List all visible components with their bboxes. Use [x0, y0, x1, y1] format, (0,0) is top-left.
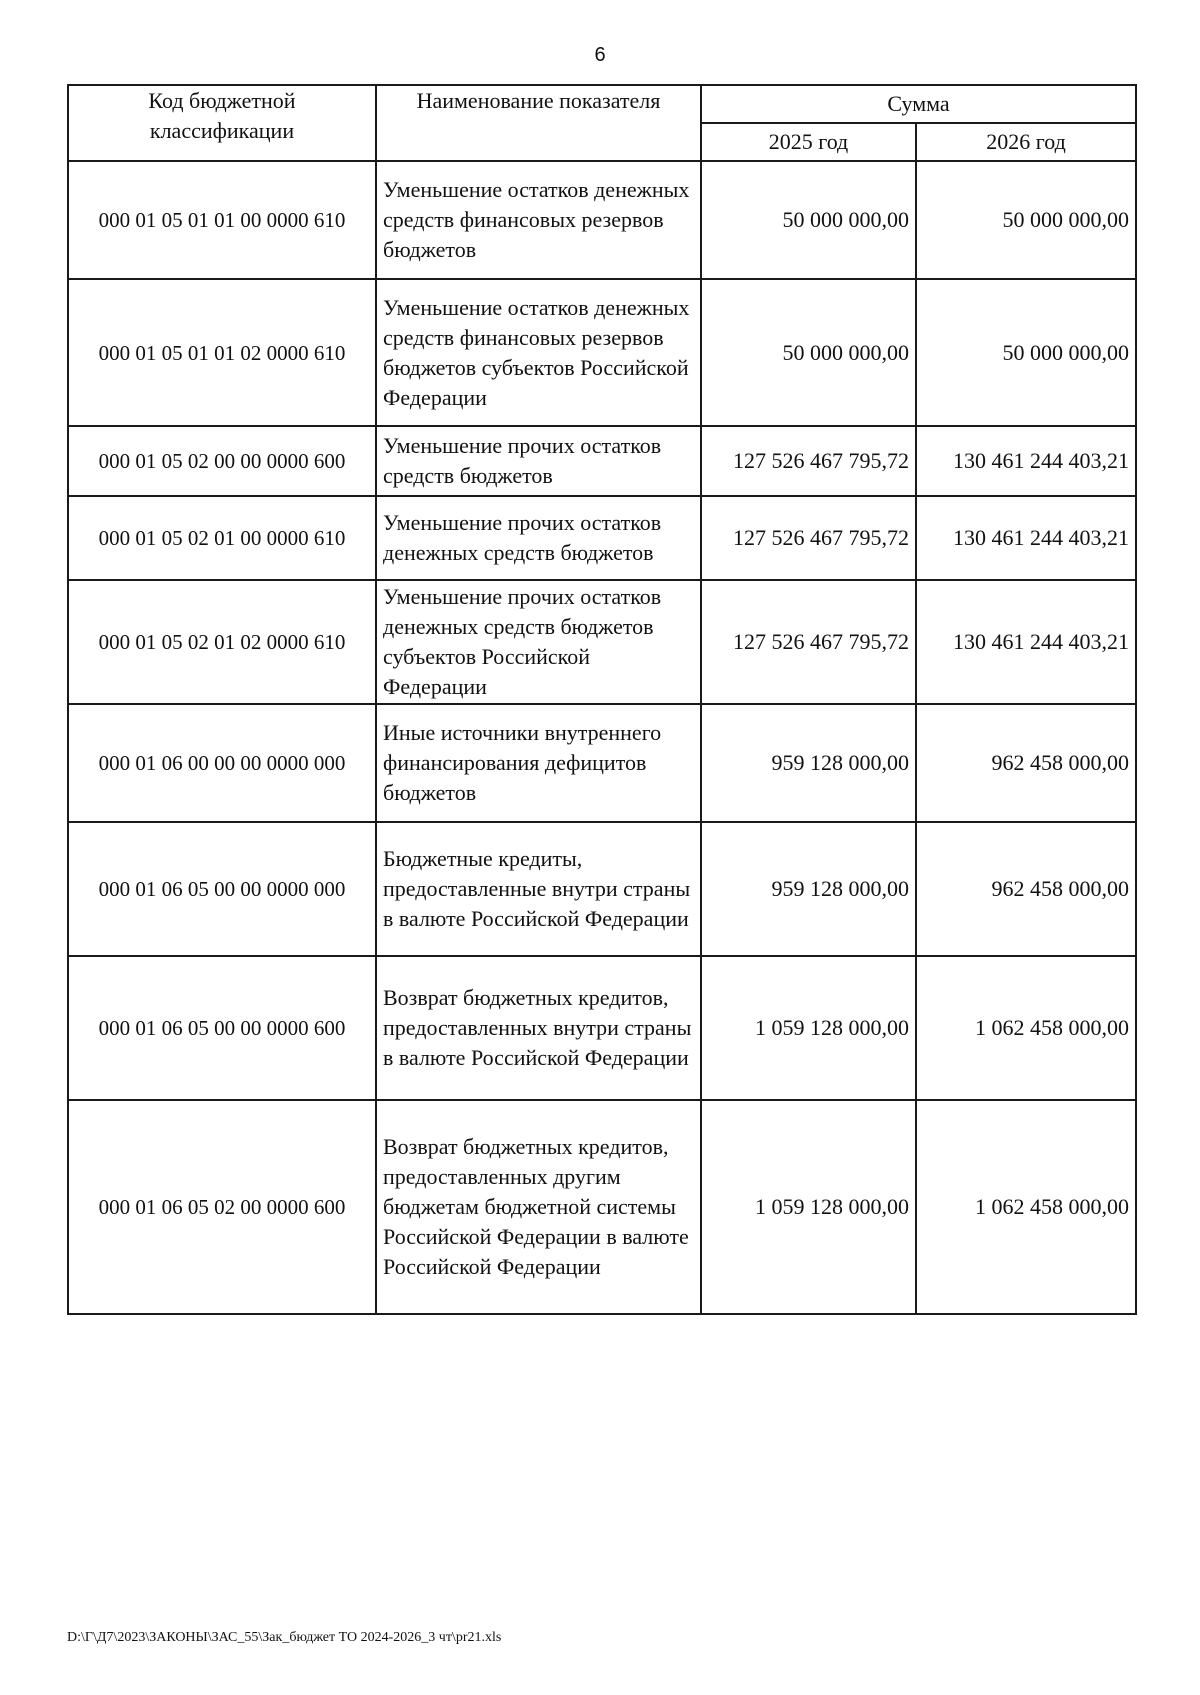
amount-2025-cell: 1 059 128 000,00 — [701, 1100, 916, 1314]
amount-2026-cell: 50 000 000,00 — [916, 161, 1136, 279]
table-row — [68, 496, 1136, 580]
table-row — [68, 1100, 1136, 1314]
amount-2026-cell: 962 458 000,00 — [916, 704, 1136, 822]
table-row — [68, 580, 1136, 704]
header-sum: Сумма — [701, 85, 1136, 123]
table-row — [68, 956, 1136, 1100]
budget-code-cell: 000 01 06 05 00 00 0000 000 — [68, 822, 376, 956]
indicator-name-cell: Уменьшение остатков денежных средств финансовых резервов бюджетов субъектов Российской Федерации — [376, 279, 701, 426]
header-indicator-name: Наименование показателя — [376, 85, 701, 161]
amount-2025-cell: 1 059 128 000,00 — [701, 956, 916, 1100]
indicator-name-cell: Уменьшение остатков денежных средств финансовых резервов бюджетов — [376, 161, 701, 279]
budget-code-cell: 000 01 05 02 00 00 0000 600 — [68, 426, 376, 496]
budget-sources-table — [67, 84, 1137, 1315]
amount-2025-cell: 127 526 467 795,72 — [701, 580, 916, 704]
table-row — [68, 822, 1136, 956]
table-row — [68, 279, 1136, 426]
amount-2026-cell: 1 062 458 000,00 — [916, 1100, 1136, 1314]
budget-code-cell: 000 01 05 01 01 02 0000 610 — [68, 279, 376, 426]
footer-file-path: D:\Г\Д7\2023\ЗАКОНЫ\ЗАС_55\Зак_бюджет ТО 2024-2026_3 чт\pr21.xls — [67, 1630, 502, 1645]
amount-2026-cell: 962 458 000,00 — [916, 822, 1136, 956]
header-year-2025: 2025 год — [701, 123, 916, 161]
table-row — [68, 426, 1136, 496]
indicator-name-cell: Бюджетные кредиты, предоставленные внутри страны в валюте Российской Федерации — [376, 822, 701, 956]
budget-code-cell: 000 01 05 02 01 00 0000 610 — [68, 496, 376, 580]
page-number: 6 — [594, 44, 606, 66]
amount-2026-cell: 130 461 244 403,21 — [916, 496, 1136, 580]
amount-2025-cell: 127 526 467 795,72 — [701, 496, 916, 580]
indicator-name-cell: Уменьшение прочих остатков денежных средств бюджетов субъектов Российской Федерации — [376, 580, 701, 704]
budget-code-cell: 000 01 06 05 00 00 0000 600 — [68, 956, 376, 1100]
indicator-name-cell: Возврат бюджетных кредитов, предоставленных внутри страны в валюте Российской Федерации — [376, 956, 701, 1100]
amount-2025-cell: 959 128 000,00 — [701, 822, 916, 956]
table-row — [68, 704, 1136, 822]
indicator-name-cell: Возврат бюджетных кредитов, предоставленных другим бюджетам бюджетной системы Российской Федерации в валюте Российской Федерации — [376, 1100, 701, 1314]
amount-2025-cell: 127 526 467 795,72 — [701, 426, 916, 496]
header-year-2026: 2026 год — [916, 123, 1136, 161]
indicator-name-cell: Уменьшение прочих остатков денежных средств бюджетов — [376, 496, 701, 580]
amount-2025-cell: 50 000 000,00 — [701, 161, 916, 279]
budget-code-cell: 000 01 06 00 00 00 0000 000 — [68, 704, 376, 822]
amount-2026-cell: 50 000 000,00 — [916, 279, 1136, 426]
indicator-name-cell: Иные источники внутреннего финансирования дефицитов бюджетов — [376, 704, 701, 822]
amount-2025-cell: 50 000 000,00 — [701, 279, 916, 426]
amount-2026-cell: 130 461 244 403,21 — [916, 426, 1136, 496]
table-row — [68, 161, 1136, 279]
header-budget-code: Код бюджетной классификации — [68, 85, 376, 161]
amount-2025-cell: 959 128 000,00 — [701, 704, 916, 822]
amount-2026-cell: 1 062 458 000,00 — [916, 956, 1136, 1100]
budget-code-cell: 000 01 05 01 01 00 0000 610 — [68, 161, 376, 279]
indicator-name-cell: Уменьшение прочих остатков средств бюджетов — [376, 426, 701, 496]
amount-2026-cell: 130 461 244 403,21 — [916, 580, 1136, 704]
budget-code-cell: 000 01 05 02 01 02 0000 610 — [68, 580, 376, 704]
budget-code-cell: 000 01 06 05 02 00 0000 600 — [68, 1100, 376, 1314]
